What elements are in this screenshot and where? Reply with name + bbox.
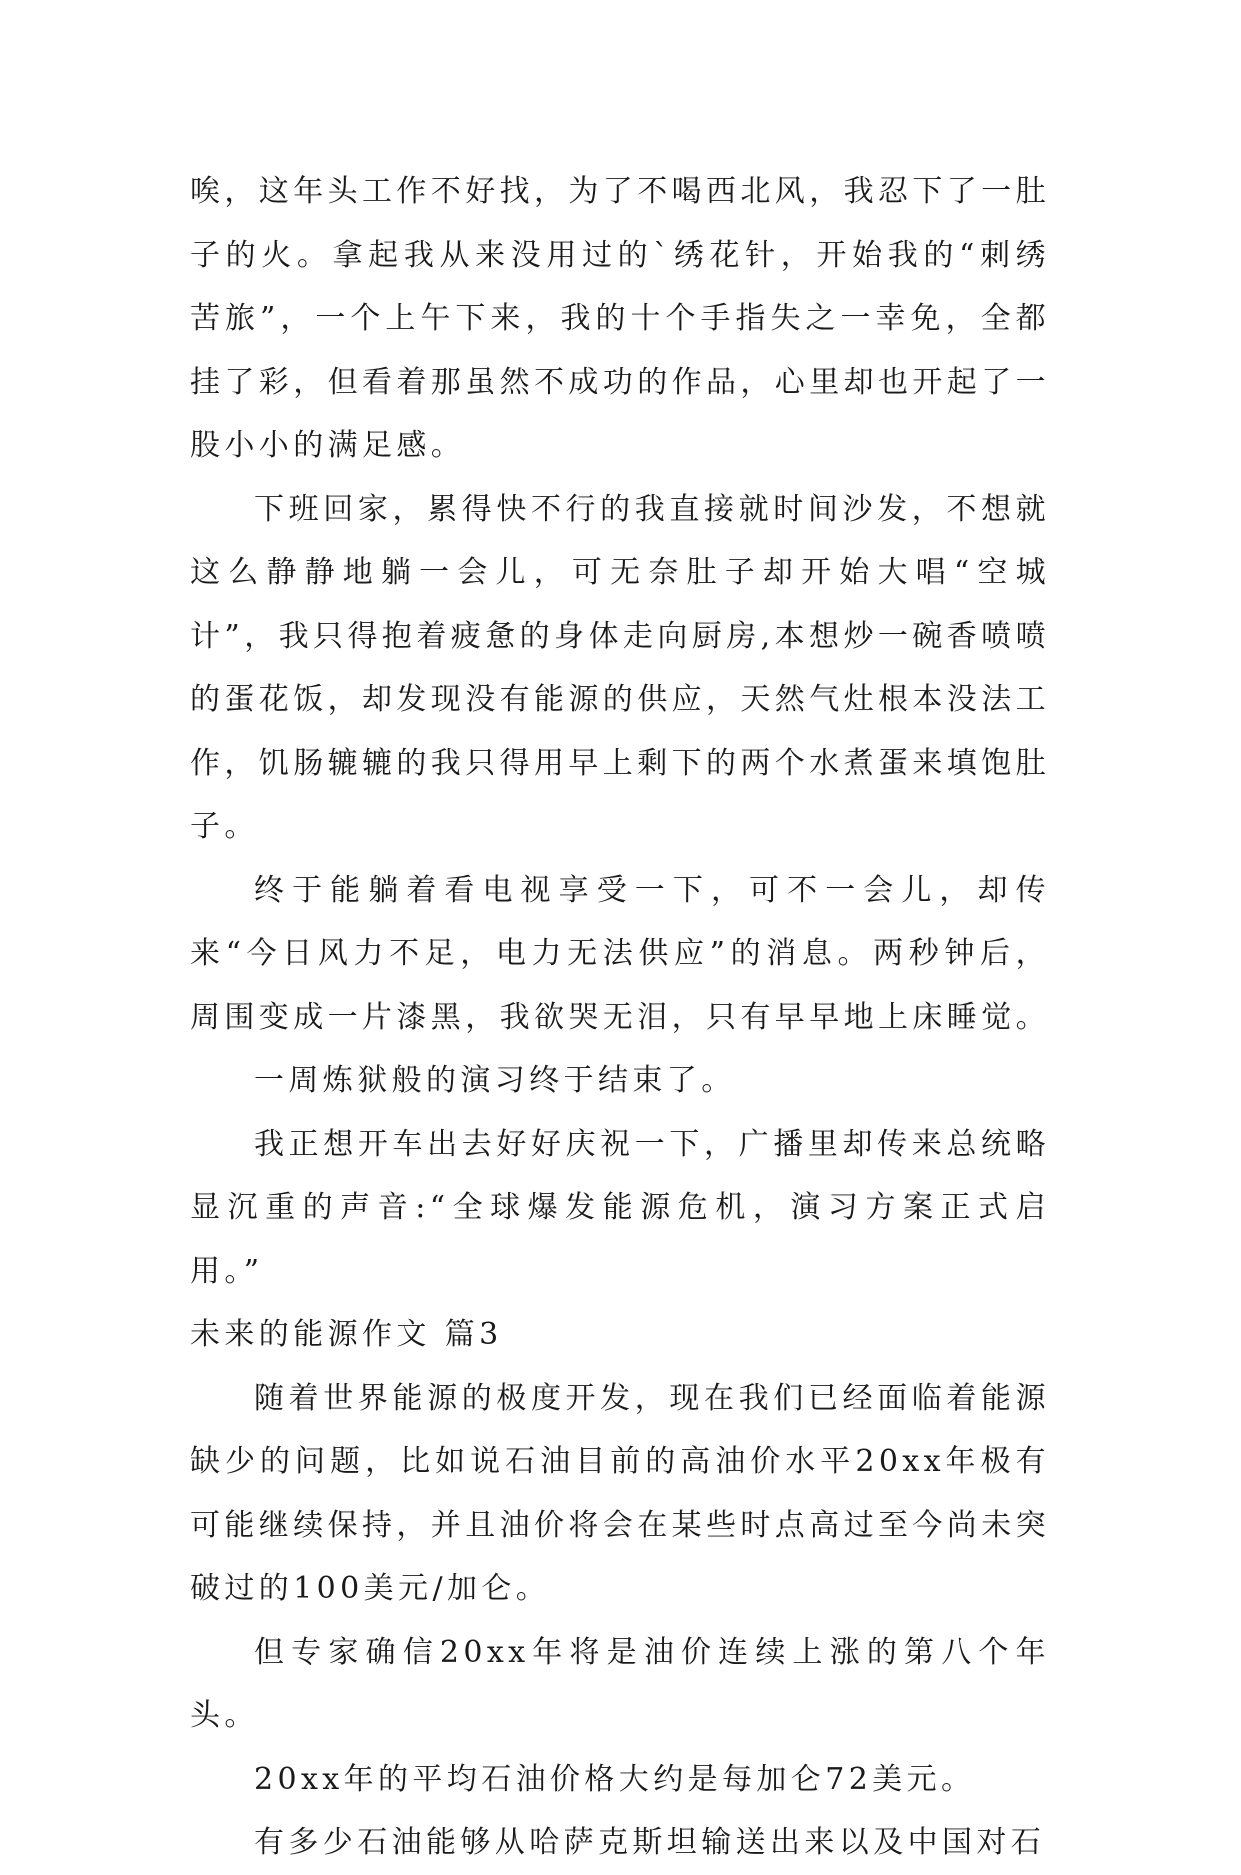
paragraph-3: 终于能躺着看电视享受一下，可不一会儿，却传来“今日风力不足，电力无法供应”的消息。两秒钟后，周围变成一片漆黑，我欲哭无泪，只有早早地上床睡觉。 [190, 872, 1050, 1035]
section-heading: 未来的能源作文 篇3 [190, 1317, 503, 1352]
paragraph-5: 我正想开车出去好好庆祝一下，广播里却传来总统略显沉重的声音:“全球爆发能源危机，演习方案正式启用。” [190, 1126, 1050, 1289]
paragraph-8: 20xx年的平均石油价格大约是每加仑72美元。 [254, 1761, 976, 1797]
paragraph-9: 有多少石油能够从哈萨克斯坦输送出来以及中国对石 [254, 1825, 1046, 1860]
document-body [190, 160, 1050, 1875]
paragraph-7: 但专家确信20xx年将是油价连续上涨的第八个年头。 [190, 1634, 1050, 1733]
paragraph-6: 随着世界能源的极度开发，现在我们已经面临着能源缺少的问题，比如说石油目前的高油价水平20xx年极有可能继续保持，并且油价将会在某些时点高过至今尚未突破过的100美元/加仑。 [190, 1380, 1050, 1606]
paragraph-4: 一周炼狱般的演习终于结束了。 [254, 1063, 736, 1098]
paragraph-1: 唉，这年头工作不好找，为了不喝西北风，我忍下了一肚子的火。拿起我从来没用过的`绣花针，开始我的“刺绣苦旅”，一个上午下来，我的十个手指失之一幸免，全都挂了彩，但看着那虽然不成功的作品，心里却也开起了一股小小的满足感。 [190, 174, 1050, 463]
paragraph-2: 下班回家，累得快不行的我直接就时间沙发，不想就这么静静地躺一会儿，可无奈肚子却开始大唱“空城计”，我只得抱着疲惫的身体走向厨房,本想炒一碗香喷喷的蛋花饭，却发现没有能源的供应，天然气灶根本没法工作，饥肠辘辘的我只得用早上剩下的两个水煮蛋来填饱肚子。 [190, 491, 1050, 844]
